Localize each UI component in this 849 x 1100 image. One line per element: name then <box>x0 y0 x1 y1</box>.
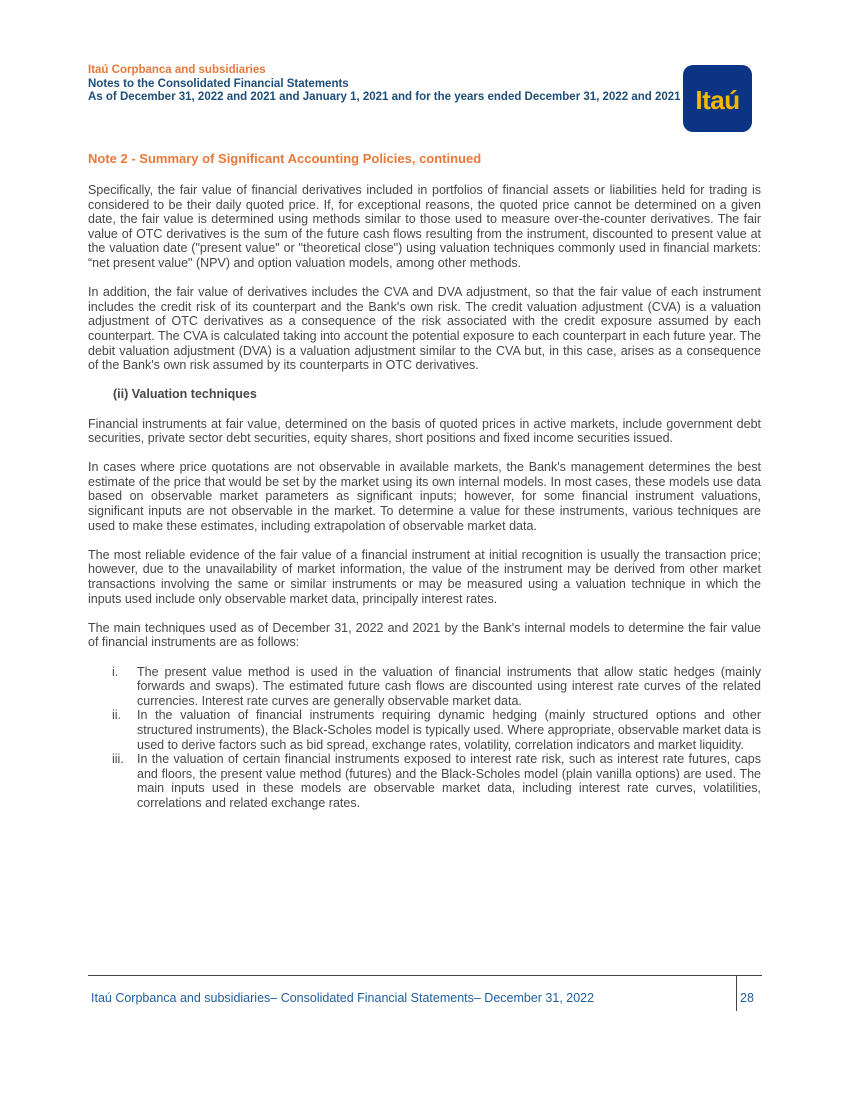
header-period: As of December 31, 2022 and 2021 and January 1, 2021 and for the years ended December 31, 2022 and 2021 <box>88 91 681 103</box>
paragraph: Specifically, the fair value of financial derivatives included in portfolios of financial assets or liabilities held for trading is considered to be their daily quoted price. If, for exceptional reasons, the quoted price cannot be determined on a given date, the fair value is determined using methods similar to those used to measure over-the-counter derivatives. The fair value of OTC derivatives is the sum of the future cash flows resulting from the instrument, discounted to present value at the valuation date ("present value" or "theoretical close") using valuation techniques commonly used in financial markets: “net present value" (NPV) and option valuation models, among other methods. <box>88 183 761 270</box>
page-header <box>88 64 688 105</box>
note-title: Note 2 - Summary of Significant Accounting Policies, continued <box>88 151 482 166</box>
header-document-title: Notes to the Consolidated Financial Statements <box>88 77 349 90</box>
list-item-number: iii. <box>112 752 124 767</box>
header-company: Itaú Corpbanca and subsidiaries <box>88 64 266 76</box>
logo-text: Itaú <box>695 85 740 115</box>
document-body <box>88 183 761 811</box>
paragraph: In addition, the fair value of derivatives includes the CVA and DVA adjustment, so that the fair value of each instrument includes the credit risk of its counterpart and the Bank's own risk. The credit valuation adjustment (CVA) is a valuation adjustment of OTC derivatives as a consequence of the risk associated with the credit exposure assumed by each counterpart. The CVA is calculated taking into account the potential exposure to each counterpart in each future year. The debit valuation adjustment (DVA) is a valuation adjustment similar to the CVA but, in this case, arises as a consequence of the Bank's own risk assumed by its counterparts in OTC derivatives. <box>88 285 761 373</box>
list-item-number: i. <box>112 664 119 679</box>
list-item <box>88 708 761 752</box>
footer-text: Itaú Corpbanca and subsidiaries– Consolidated Financial Statements– December 31, 2022 <box>91 991 595 1005</box>
paragraph: The most reliable evidence of the fair value of a financial instrument at initial recognition is usually the transaction price; however, due to the unavailability of market information, the value of the instrument may be derived from other market transactions involving the same or similar instruments or may be measured using a valuation technique in which the inputs used include only observable market data, principally interest rates. <box>88 547 761 606</box>
paragraph: In cases where price quotations are not observable in available markets, the Bank's management determines the best estimate of the price that would be set by the market using its own internal models. In most cases, these models use data based on observable market parameters as significant inputs; however, for some financial instrument valuations, significant inputs are not observable in the market. To determine a value for these instruments, various techniques are used to make these estimates, including extrapolation of observable market data. <box>88 460 761 533</box>
paragraph: The main techniques used as of December 31, 2022 and 2021 by the Bank's internal models to determine the fair value of financial instruments are as follows: <box>88 620 761 650</box>
list-item-text: In the valuation of financial instruments requiring dynamic hedging (mainly structured options and other structured instruments), the Black-Scholes model is typically used. Where appropriate, observable market data is used to derive factors such as bid spread, exchange rates, volatility, correlation indicators and market liquidity. <box>137 708 761 752</box>
list-item-number: ii. <box>112 708 122 723</box>
list-item <box>88 752 761 810</box>
list-item <box>88 665 761 709</box>
itau-logo <box>683 65 752 132</box>
list-item-text: In the valuation of certain financial instruments exposed to interest rate risk, such as interest rate futures, caps and floors, the present value method (futures) and the Black-Scholes model (plain vanilla options) are used. The main inputs used in these models are observable market data, including interest rate curves, volatilities, correlations and related exchange rates. <box>137 752 761 810</box>
footer-vertical-divider <box>736 976 737 1011</box>
list-item-text: The present value method is used in the valuation of financial instruments that allow static hedges (mainly forwards and swaps). The estimated future cash flows are discounted using interest rate curves of the related currencies. Interest rate curves are generally observable market data. <box>137 664 761 708</box>
section-subheading: (ii) Valuation techniques <box>113 387 257 402</box>
paragraph: Financial instruments at fair value, determined on the basis of quoted prices in active markets, include government debt securities, private sector debt securities, equity shares, short positions and fixed income securities issued. <box>88 416 761 446</box>
techniques-list <box>88 665 761 811</box>
page-number: 28 <box>740 991 754 1005</box>
footer-divider-line <box>88 975 762 976</box>
